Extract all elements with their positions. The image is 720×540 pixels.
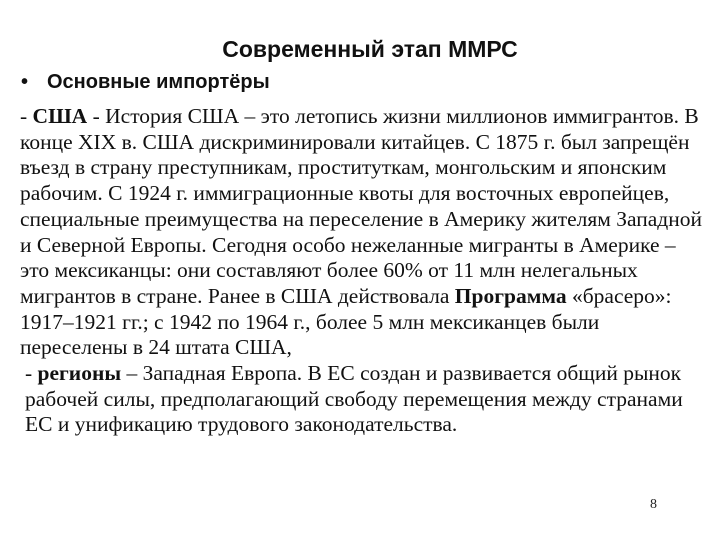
paragraph-regions-text: – Западная Европа. В ЕС создан и развивается общий рынок рабочей силы, предполагающий свободу перемещения между странами ЕС и унификацию трудового законодательства. bbox=[25, 361, 683, 437]
bullet-text: Основные импортёры bbox=[47, 71, 270, 93]
paragraph-usa-text-2: «брасеро»: 1917–1921 гг.; с 1942 по 1964 г., более 5 млн мексиканцев были переселены в 24 штата США, bbox=[20, 283, 672, 360]
body-text bbox=[17, 104, 707, 438]
term-regions: регионы bbox=[37, 361, 122, 386]
paragraph-usa-text: - История США – это летопись жизни миллионов иммигрантов. В конце XIX в. США дискриминировали китайцев. С 1875 г. был запрещён въезд в страну преступникам, проституткам, монгольским и японским рабочим. С 1924 г. иммиграционные квоты для восточных европейцев, специальные преимущества на переселение в Америку жителям Западной и Северной Европы. Сегодня особо нежеланные мигранты в Америке – это мексиканцы: они составляют более 60% от 11 млн нелегальных мигрантов в стране. Ранее в США действовала bbox=[20, 104, 703, 308]
term-program: Программа bbox=[454, 283, 567, 308]
paragraph-usa bbox=[17, 104, 707, 361]
paragraph-regions bbox=[17, 361, 707, 438]
bullet-marker: • bbox=[21, 71, 29, 93]
bullet-heading bbox=[21, 71, 270, 94]
slide-title: Современный этап ММРС bbox=[222, 36, 518, 62]
page-number: 8 bbox=[650, 497, 657, 512]
paragraph-regions-prefix: - bbox=[25, 361, 38, 386]
term-usa: США bbox=[32, 104, 88, 128]
paragraph-usa-prefix: - bbox=[20, 104, 33, 128]
